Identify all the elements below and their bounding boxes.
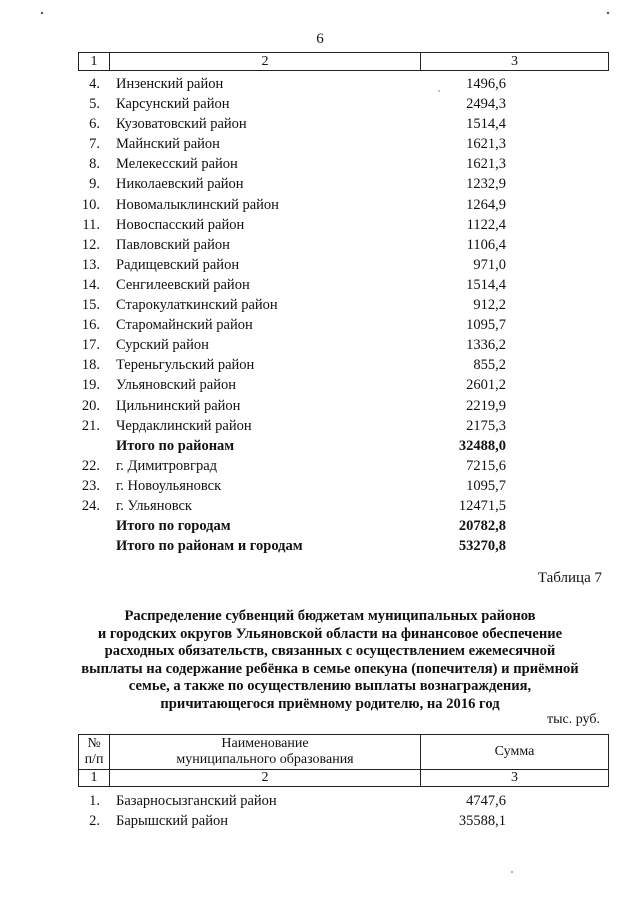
row-number: 20. [81, 397, 100, 414]
row-value: 20782,8 [458, 518, 506, 535]
row-value: 1496,6 [466, 76, 506, 92]
row-number: 7. [89, 136, 100, 153]
row-value: 1095,7 [466, 477, 506, 494]
row-number: 2. [89, 813, 100, 830]
table-row [0, 94, 640, 114]
row-number: 16. [81, 317, 100, 334]
row-name: г. Ульяновск [116, 497, 192, 514]
table1-column-numbers [78, 52, 609, 71]
row-value: 1514,4 [466, 276, 506, 293]
row-number: 9. [89, 176, 100, 193]
table-row [0, 275, 640, 295]
table-row [0, 335, 640, 355]
table-row [0, 375, 640, 395]
row-value: 1264,9 [466, 196, 506, 213]
header-sum-col: Сумма [494, 744, 535, 759]
table-row [0, 315, 640, 335]
row-name: Сурский район [116, 337, 209, 354]
header-number-line2: п/п [84, 752, 104, 767]
row-value: 2219,9 [466, 397, 506, 414]
heading-line: Распределение субвенций бюджетам муниципальных районов [124, 608, 536, 624]
row-name: Старокулаткинский район [116, 297, 278, 314]
row-number: 18. [81, 357, 100, 374]
table-row [0, 476, 640, 496]
scan-speck [41, 12, 43, 14]
row-name: Базарносызганский район [116, 793, 277, 809]
row-value: 1106,4 [466, 236, 506, 253]
row-name: Павловский район [116, 236, 230, 253]
row-number: 22. [81, 457, 100, 474]
header-name-line2: муниципального образования [176, 752, 354, 767]
row-number: 6. [89, 116, 100, 133]
table-row [0, 134, 640, 154]
row-value: 1122,4 [466, 216, 506, 233]
table-row [0, 496, 640, 516]
table-row [0, 416, 640, 436]
total-row [0, 516, 640, 536]
row-value: 7215,6 [466, 457, 506, 474]
col-number-1: 1 [79, 769, 110, 786]
table-row [0, 215, 640, 235]
heading-line: семье, а также по осуществлению выплаты вознаграждения, [128, 678, 532, 695]
page-number: 6 [316, 31, 324, 47]
table-row [0, 235, 640, 255]
row-name: Итого по городам [116, 518, 231, 535]
col-number-1: 1 [79, 53, 110, 70]
table-row [0, 154, 640, 174]
table7-header [78, 734, 609, 770]
row-value: 855,2 [473, 357, 506, 374]
row-value: 2494,3 [466, 96, 506, 113]
header-name-line1: Наименование [221, 736, 309, 751]
table1-body [0, 74, 640, 556]
row-name: Инзенский район [116, 76, 224, 92]
table-row [0, 355, 640, 375]
row-name: Итого по районам и городам [116, 538, 303, 555]
row-name: Майнский район [116, 136, 220, 153]
table-row [0, 811, 640, 831]
row-number: 17. [81, 337, 100, 354]
col-number-2: 2 [110, 53, 421, 70]
table-row [0, 174, 640, 194]
row-value: 1336,2 [466, 337, 506, 354]
row-name: Кузоватовский район [116, 116, 247, 133]
row-value: 32488,0 [458, 437, 506, 454]
total-row [0, 436, 640, 456]
row-number: 15. [81, 297, 100, 314]
row-value: 912,2 [473, 297, 506, 314]
col-number-3: 3 [511, 770, 518, 785]
row-value: 53270,8 [458, 538, 506, 555]
row-number: 12. [81, 236, 100, 253]
row-name: Чердаклинский район [116, 417, 252, 434]
table-row [0, 114, 640, 134]
table7-heading [70, 608, 590, 714]
row-value: 971,0 [473, 256, 506, 273]
table-label: Таблица 7 [537, 570, 602, 586]
row-number: 24. [81, 497, 100, 514]
units-label: тыс. руб. [547, 712, 600, 727]
header-number-col [79, 735, 110, 769]
table-row [0, 195, 640, 215]
col-number-2: 2 [110, 769, 421, 786]
table-row [0, 295, 640, 315]
row-number: 21. [81, 417, 100, 434]
row-name: Мелекесский район [116, 156, 238, 173]
row-name: Новоспасский район [116, 216, 245, 233]
row-value: 4747,6 [466, 793, 506, 809]
row-number: 8. [89, 156, 100, 173]
scan-speck [511, 871, 513, 873]
row-value: 35588,1 [458, 813, 506, 830]
row-name: г. Димитровград [116, 457, 218, 474]
scan-speck [607, 12, 609, 14]
table-row [0, 791, 640, 811]
row-number: 14. [81, 276, 100, 293]
table-row [0, 255, 640, 275]
row-value: 12471,5 [458, 497, 506, 514]
heading-line: и городских округов Ульяновской области на финансовое обеспечение [97, 625, 563, 642]
row-number: 5. [89, 96, 100, 113]
row-number: 11. [82, 216, 100, 233]
header-number-line1: № [87, 736, 101, 751]
row-name: Радищевский район [116, 256, 240, 273]
row-value: 2175,3 [466, 417, 506, 434]
row-name: Николаевский район [116, 176, 244, 193]
row-name: Тереньгульский район [116, 357, 255, 374]
table-row [0, 396, 640, 416]
row-name: г. Новоульяновск [116, 477, 222, 494]
heading-line: выплаты на содержание ребёнка в семье опекуна (попечителя) и приёмной [81, 660, 579, 677]
header-name-col [110, 735, 421, 769]
row-name: Старомайнский район [116, 317, 253, 334]
row-name: Барышский район [116, 813, 228, 830]
row-name: Итого по районам [116, 437, 235, 454]
row-value: 1621,3 [466, 136, 506, 153]
row-name: Карсунский район [116, 96, 230, 113]
row-name: Сенгилеевский район [116, 276, 250, 293]
row-value: 1621,3 [466, 156, 506, 173]
row-value: 2601,2 [466, 377, 506, 394]
table-row [0, 456, 640, 476]
heading-line: расходных обязательств, связанных с осуществлением ежемесячной [104, 643, 556, 660]
row-number: 10. [81, 196, 100, 213]
row-value: 1095,7 [466, 317, 506, 334]
total-row [0, 536, 640, 556]
row-name: Ульяновский район [116, 377, 237, 394]
table7-column-numbers [78, 769, 609, 787]
heading-line: причитающегося приёмному родителю, на 2016 год [160, 695, 500, 712]
row-number: 1. [89, 793, 100, 809]
table7-body [0, 791, 640, 831]
row-number: 23. [81, 477, 100, 494]
row-number: 13. [81, 256, 100, 273]
row-value: 1232,9 [466, 176, 506, 193]
row-number: 4. [89, 76, 100, 92]
row-name: Новомалыклинский район [116, 196, 279, 213]
row-name: Цильнинский район [116, 397, 241, 414]
table-row [0, 74, 640, 94]
row-number: 19. [81, 377, 100, 394]
row-value: 1514,4 [466, 116, 506, 133]
col-number-3: 3 [511, 54, 518, 69]
